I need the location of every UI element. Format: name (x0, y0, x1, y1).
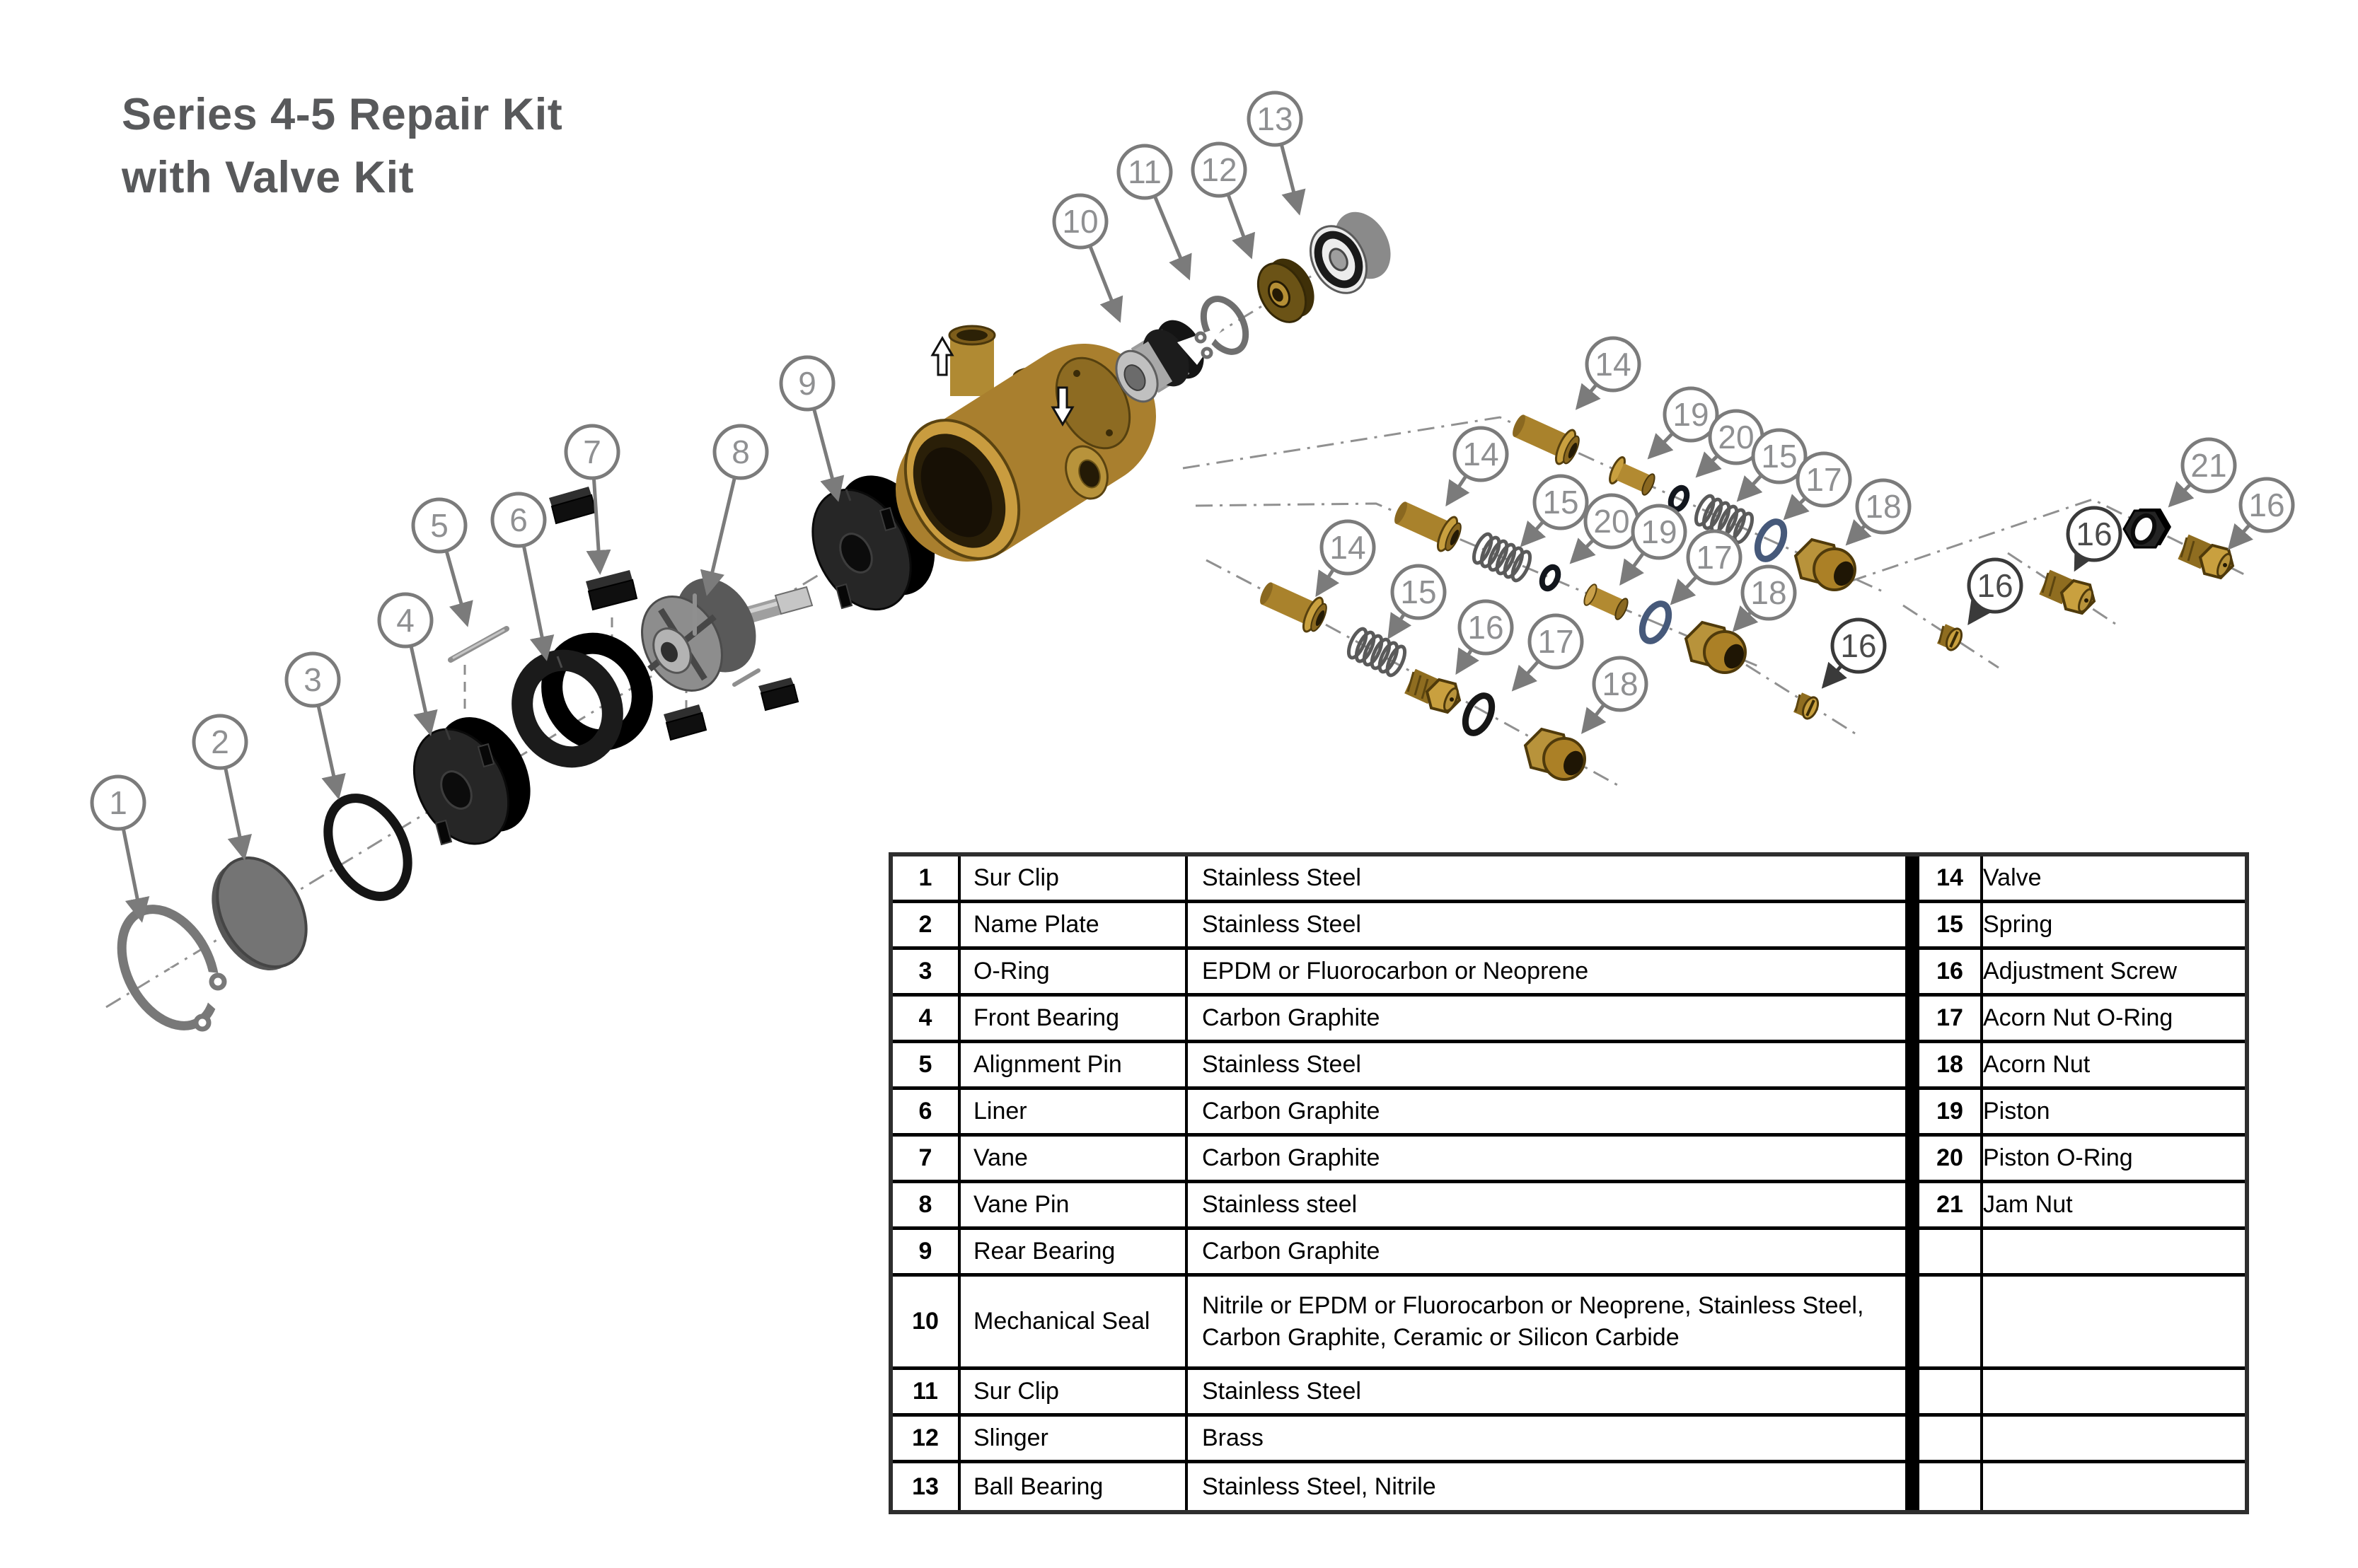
part-acorn-nut-b (1686, 622, 1747, 673)
table-cell-item-number: 18 (1919, 1043, 1983, 1090)
svg-text:5: 5 (430, 507, 449, 544)
callout-16 (1457, 601, 1512, 672)
table-cell-part-name: Name Plate (961, 903, 1188, 950)
flow-up-arrow-icon (932, 338, 952, 375)
table-cell-item-number: 21 (1919, 1183, 1983, 1230)
table-cell-item-number: 13 (893, 1463, 961, 1510)
table-cell-item-number: 7 (893, 1137, 961, 1183)
table-cell-part-name: Sur Clip (961, 1370, 1188, 1417)
table-section-divider (1905, 903, 1919, 950)
table-cell-material: Carbon Graphite (1188, 1137, 1905, 1183)
callout-21 (2171, 439, 2235, 505)
part-ball-bearing (1300, 202, 1402, 303)
table-cell-part-name: Valve (1983, 856, 2245, 903)
table-section-divider (1905, 997, 1919, 1043)
table-cell-part-name: Liner (961, 1090, 1188, 1137)
part-piston-a (1607, 455, 1657, 496)
svg-text:18: 18 (1865, 488, 1902, 525)
callout-9 (781, 357, 838, 499)
callout-18 (1583, 658, 1646, 731)
callout-3 (287, 654, 339, 796)
table-cell-part-name: Vane Pin (961, 1183, 1188, 1230)
part-piston-o-ring-b (1539, 564, 1561, 591)
table-cell-item-number: 6 (893, 1090, 961, 1137)
svg-text:10: 10 (1062, 203, 1099, 240)
svg-text:9: 9 (798, 365, 816, 402)
table-cell-part-name: Rear Bearing (961, 1230, 1188, 1277)
table-cell-item-number: 1 (893, 856, 961, 903)
table-cell-material: EPDM or Fluorocarbon or Neoprene (1188, 950, 1905, 997)
svg-text:14: 14 (1595, 346, 1631, 383)
part-adjustment-screw-c (1408, 672, 1460, 712)
callout-15 (1389, 566, 1445, 637)
table-cell-item-number: 8 (893, 1183, 961, 1230)
table-section-divider (1905, 1417, 1919, 1463)
part-adjustment-screw-small-1 (1796, 695, 1821, 721)
svg-text:16: 16 (2248, 487, 2285, 523)
table-cell-material: Brass (1188, 1417, 1905, 1463)
part-adjustment-screw-hex-1 (2042, 573, 2095, 613)
table-cell-item-number (1919, 1230, 1983, 1277)
parts-table (889, 852, 2249, 1514)
svg-text:2: 2 (211, 724, 229, 760)
table-section-divider (1905, 1370, 1919, 1417)
part-liner (505, 627, 659, 773)
table-cell-item-number (1919, 1417, 1983, 1463)
table-cell-item-number: 2 (893, 903, 961, 950)
part-adjustment-screw-small-2 (1939, 626, 1965, 652)
table-cell-item-number: 17 (1919, 997, 1983, 1043)
table-cell-item-number (1919, 1463, 1983, 1510)
callout-16 (1824, 620, 1885, 686)
part-acorn-nut-o-ring-c (1460, 692, 1497, 737)
callout-17 (1514, 615, 1582, 689)
callout-12 (1193, 144, 1251, 256)
table-cell-item-number: 10 (893, 1277, 961, 1370)
table-cell-material: Carbon Graphite (1188, 1090, 1905, 1137)
svg-text:4: 4 (396, 602, 415, 639)
table-cell-part-name: O-Ring (961, 950, 1188, 997)
table-section-divider (1905, 1137, 1919, 1183)
svg-text:16: 16 (1977, 567, 2013, 604)
table-cell-item-number: 15 (1919, 903, 1983, 950)
part-valve-c (1257, 581, 1329, 634)
table-cell-part-name: Front Bearing (961, 997, 1188, 1043)
table-section-divider (1905, 950, 1919, 997)
svg-text:16: 16 (1467, 609, 1504, 646)
callout-2 (194, 716, 246, 857)
callout-15 (1522, 476, 1587, 545)
table-cell-part-name: Piston (1983, 1090, 2245, 1137)
table-cell-part-name: Vane (961, 1137, 1188, 1183)
table-section-divider (1905, 856, 1919, 903)
callout-4 (379, 594, 432, 733)
table-cell-material: Stainless Steel (1188, 903, 1905, 950)
svg-text:16: 16 (2076, 516, 2113, 552)
table-cell-part-name: Sur Clip (961, 856, 1188, 903)
table-cell-item-number: 19 (1919, 1090, 1983, 1137)
svg-text:19: 19 (1641, 513, 1677, 550)
callout-18 (1848, 480, 1909, 543)
callout-13 (1249, 93, 1301, 212)
part-valve-b (1392, 500, 1464, 553)
part-acorn-nut-c (1525, 729, 1587, 779)
svg-text:12: 12 (1201, 151, 1237, 188)
table-cell-part-name (1983, 1417, 2245, 1463)
table-cell-material: Stainless steel (1188, 1183, 1905, 1230)
table-cell-part-name: Adjustment Screw (1983, 950, 2245, 997)
svg-text:11: 11 (1128, 153, 1162, 190)
table-cell-item-number: 5 (893, 1043, 961, 1090)
callout-19 (1650, 388, 1717, 457)
table-cell-part-name: Piston O-Ring (1983, 1137, 2245, 1183)
callout-16 (1969, 559, 2021, 622)
table-cell-item-number: 14 (1919, 856, 1983, 903)
svg-text:16: 16 (1840, 627, 1877, 664)
callout-16 (2068, 508, 2120, 569)
table-section-divider (1905, 1463, 1919, 1510)
table-cell-material: Nitrile or EPDM or Fluorocarbon or Neoprene, Stainless Steel, Carbon Graphite, Ceramic or Silicon Carbide (1188, 1277, 1905, 1370)
table-cell-item-number: 11 (893, 1370, 961, 1417)
svg-text:15: 15 (1542, 484, 1579, 521)
part-acorn-nut-a (1796, 540, 1857, 590)
svg-text:14: 14 (1329, 529, 1366, 566)
svg-text:18: 18 (1602, 666, 1639, 702)
table-cell-part-name: Alignment Pin (961, 1043, 1188, 1090)
svg-text:17: 17 (1696, 539, 1733, 576)
table-cell-part-name (1983, 1277, 2245, 1370)
table-section-divider (1905, 1090, 1919, 1137)
part-adjustment-screw-hex-2 (2181, 538, 2233, 578)
table-cell-item-number: 4 (893, 997, 961, 1043)
table-cell-item-number (1919, 1370, 1983, 1417)
part-valve-a (1510, 413, 1582, 466)
title-line-2: with Valve Kit (122, 153, 415, 203)
table-cell-material: Stainless Steel (1188, 856, 1905, 903)
part-alignment-pin (451, 629, 507, 660)
svg-text:17: 17 (1805, 461, 1842, 498)
table-cell-item-number: 16 (1919, 950, 1983, 997)
callout-14 (1317, 521, 1374, 594)
table-section-divider (1905, 1277, 1919, 1370)
svg-text:19: 19 (1672, 396, 1709, 433)
callout-14 (1447, 428, 1507, 504)
table-cell-part-name (1983, 1230, 2245, 1277)
svg-text:20: 20 (1593, 503, 1630, 540)
table-section-divider (1905, 1230, 1919, 1277)
svg-text:13: 13 (1256, 100, 1293, 137)
callout-18 (1735, 567, 1795, 629)
svg-text:20: 20 (1718, 419, 1755, 455)
svg-text:15: 15 (1761, 438, 1798, 475)
table-cell-material: Stainless Steel (1188, 1043, 1905, 1090)
svg-text:1: 1 (109, 784, 127, 821)
table-cell-item-number: 9 (893, 1230, 961, 1277)
table-cell-part-name: Acorn Nut O-Ring (1983, 997, 2245, 1043)
callout-14 (1578, 338, 1639, 407)
svg-text:7: 7 (583, 434, 601, 470)
table-cell-material: Stainless Steel (1188, 1370, 1905, 1417)
title-line-1: Series 4-5 Repair Kit (122, 90, 563, 139)
table-cell-item-number: 20 (1919, 1137, 1983, 1183)
part-piston-b (1582, 583, 1630, 621)
table-cell-material: Carbon Graphite (1188, 1230, 1905, 1277)
table-cell-item-number: 3 (893, 950, 961, 997)
svg-text:15: 15 (1400, 574, 1437, 610)
table-cell-part-name (1983, 1370, 2245, 1417)
callout-11 (1119, 146, 1189, 277)
svg-text:3: 3 (304, 661, 322, 698)
table-cell-part-name: Jam Nut (1983, 1183, 2245, 1230)
table-section-divider (1905, 1043, 1919, 1090)
table-cell-item-number (1919, 1277, 1983, 1370)
table-cell-part-name: Ball Bearing (961, 1463, 1188, 1510)
callout-1 (92, 777, 144, 919)
table-cell-part-name (1983, 1463, 2245, 1510)
svg-text:21: 21 (2190, 447, 2227, 484)
table-cell-part-name: Acorn Nut (1983, 1043, 2245, 1090)
callout-16 (2230, 479, 2293, 547)
svg-text:14: 14 (1462, 436, 1499, 472)
part-jam-nut (2124, 509, 2171, 547)
svg-text:6: 6 (509, 501, 528, 538)
table-cell-material: Carbon Graphite (1188, 997, 1905, 1043)
table-cell-part-name: Mechanical Seal (961, 1277, 1188, 1370)
table-cell-part-name: Slinger (961, 1417, 1188, 1463)
svg-text:18: 18 (1750, 574, 1787, 611)
table-section-divider (1905, 1183, 1919, 1230)
part-pump-body (883, 326, 1145, 579)
table-cell-part-name: Spring (1983, 903, 2245, 950)
callout-10 (1054, 195, 1119, 320)
table-cell-material: Stainless Steel, Nitrile (1188, 1463, 1905, 1510)
table-cell-item-number: 12 (893, 1417, 961, 1463)
callout-8 (707, 426, 767, 593)
svg-text:8: 8 (732, 434, 750, 470)
svg-text:17: 17 (1537, 623, 1574, 660)
